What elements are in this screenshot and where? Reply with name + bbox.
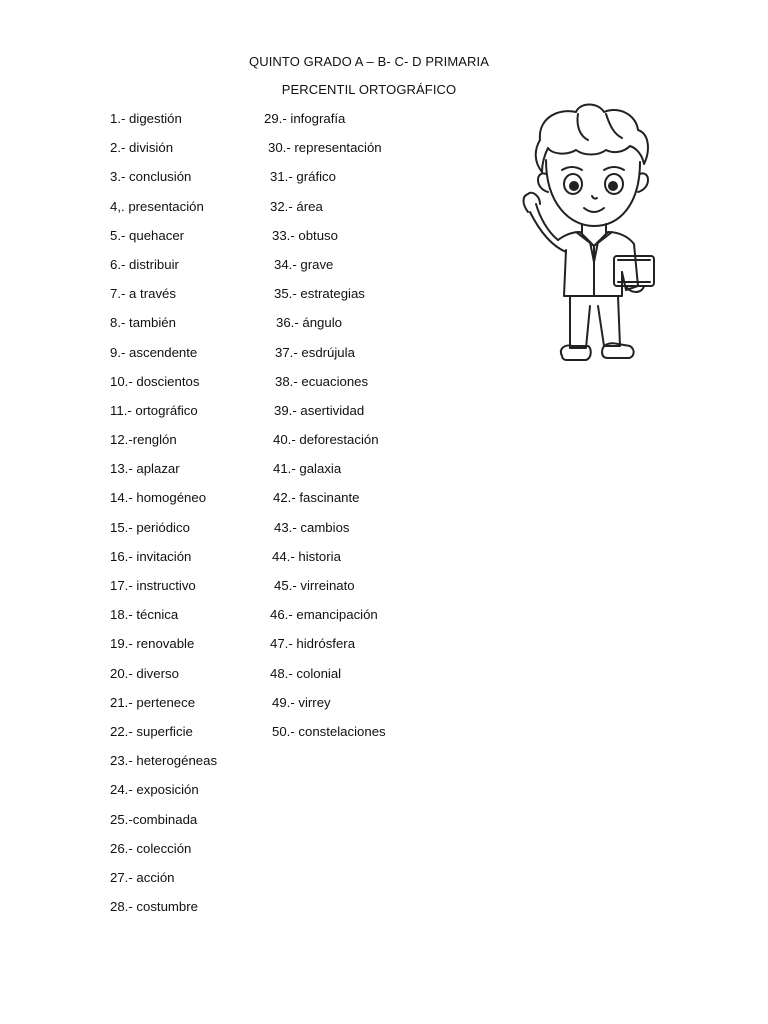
word-item: 16.- invitación [110,548,192,564]
word-item: 40.- deforestación [273,432,379,448]
word-item: 27.- acción [110,869,175,885]
word-item: 35.- estrategias [274,286,365,302]
word-item: 42.- fascinante [273,490,360,506]
word-item: 50.- constelaciones [272,723,386,739]
word-item: 37.- esdrújula [275,344,355,360]
word-item: 14.- homogéneo [110,490,207,506]
word-item: 18.- técnica [110,607,179,623]
word-item: 4,. presentación [110,198,204,214]
word-item: 8.- también [110,315,176,331]
word-item: 49.- virrey [272,694,331,710]
word-item: 24.- exposición [110,782,199,798]
word-item: 5.- quehacer [110,227,185,243]
word-item: 10.- doscientos [110,373,200,389]
word-item: 32.- área [270,198,323,214]
word-item: 29.- infografía [264,111,346,126]
word-item: 2.- división [110,140,174,156]
word-item: 21.- pertenece [110,694,196,710]
word-item: 13.- aplazar [110,461,180,477]
word-item: 17.- instructivo [110,578,196,593]
word-item: 47.- hidrósfera [270,636,356,652]
word-item: 43.- cambios [274,519,350,535]
word-item: 31.- gráfico [270,169,336,185]
page-subtitle: PERCENTIL ORTOGRÁFICO [281,82,457,97]
word-item: 3.- conclusión [110,169,192,185]
word-item: 12.-renglón [110,432,177,448]
word-item: 39.- asertividad [274,402,365,418]
word-item: 34.- grave [274,256,334,272]
word-item: 45.- virreinato [274,578,355,593]
word-item: 41.- galaxia [273,461,342,477]
word-item: 15.- periódico [110,519,190,535]
word-item: 9.- ascendente [110,344,198,360]
boy-with-book-waving-icon [518,100,668,365]
page-title: QUINTO GRADO A – B- C- D PRIMARIA [249,54,489,69]
word-item: 20.- diverso [110,665,179,681]
word-item: 26.- colección [110,840,192,856]
word-item: 25.-combinada [110,811,198,827]
word-item: 11.- ortográfico [110,402,198,418]
word-item: 46.- emancipación [270,607,378,623]
word-item: 23.- heterogéneas [110,753,218,769]
word-item: 22.- superficie [110,723,193,739]
word-item: 36.- ángulo [276,315,342,331]
word-item: 48.- colonial [270,665,342,681]
word-item: 19.- renovable [110,636,195,652]
word-item: 44.- historia [272,548,341,564]
word-list-right [0,111,520,753]
word-item: 1.- digestión [110,111,182,126]
word-item: 38.- ecuaciones [275,373,369,389]
word-item: 28.- costumbre [110,899,198,915]
word-item: 33.- obtuso [272,227,338,243]
word-item: 30.- representación [268,140,382,156]
word-item: 7.- a través [110,286,176,302]
word-item: 6.- distribuir [110,256,179,272]
